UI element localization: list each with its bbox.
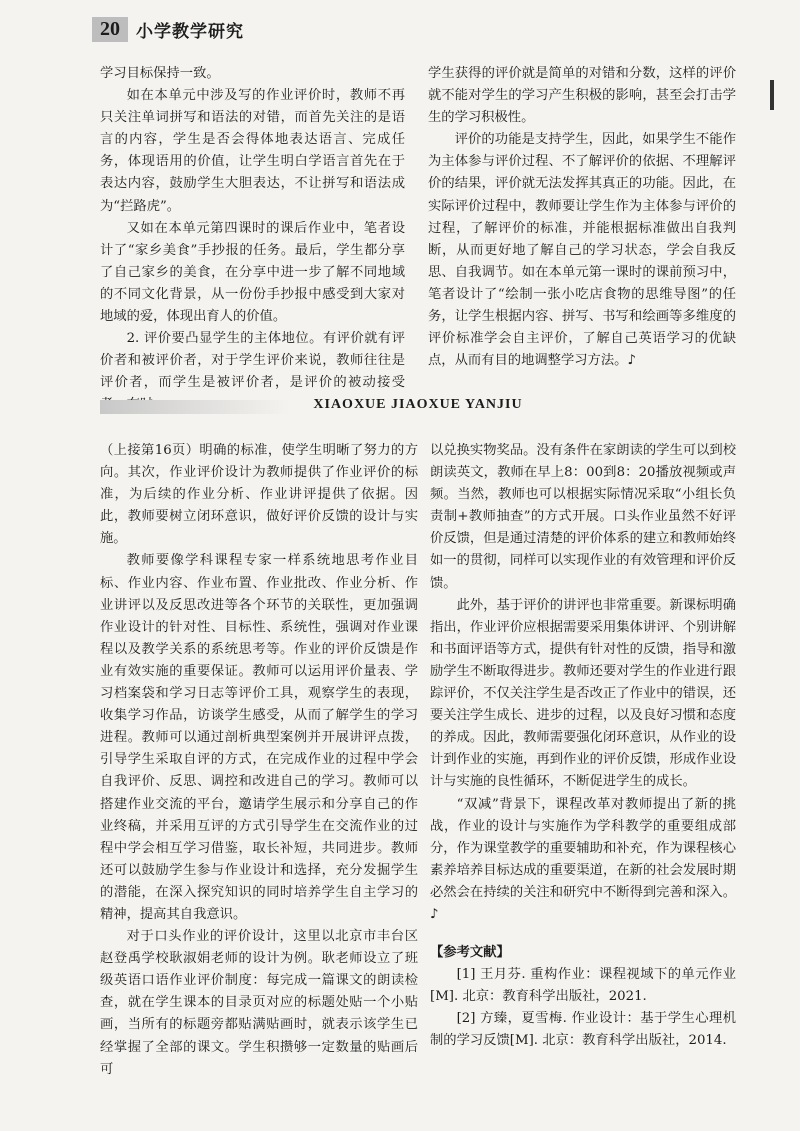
paragraph: 如在本单元中涉及写的作业评价时，教师不再只关注单词拼写和语法的对错，而首先关注的是语言的内容，学生是否会得体地表达语言、完成任务，体现语用的价值，让学生明白学语言首先在于表达内容，鼓励学生大胆表达，不让拼写和语法成为“拦路虎”。 — [100, 88, 405, 214]
paragraph: 此外，基于评价的讲评也非常重要。新课标明确指出，作业评价应根据需要采用集体讲评、个别讲解和书面评语等方式，提供有针对性的反馈，指导和激励学生不断取得进步。教师还要对学生的作业进行跟踪评价，不仅关注学生是否改正了作业中的错误，还要关注学生成长、进步的过程，以及良好习惯和态度的养成。因此，教师需要强化闭环意识，从作业的设计到作业的实施，再到作业的评价反馈，形成作业设计与实施的良性循环，不断促进学生的成长。 — [430, 597, 736, 790]
paragraph: 学习目标保持一致。 — [100, 66, 220, 81]
paragraph: （上接第16页）明确的标准，使学生明晰了努力的方向。其次，作业评价设计为教师提供了作业评价的标准，为后续的作业分析、作业讲评提供了依据。因此，教师要树立闭环意识，做好评价反馈的设计与实施。 — [100, 443, 418, 547]
column-4 — [430, 440, 736, 1053]
page-header — [92, 14, 244, 44]
paragraph: “双减”背景下，课程改革对教师提出了新的挑战，作业的设计与实施作为学科教学的重要组成部分，作为课堂教学的重要辅助和补充，作为课程核心素养培养目标达成的重要渠道，在新的社会发展时期必然会在持续的关注和研究中不断得到完善和深入。♪ — [430, 796, 736, 922]
paragraph: 教师要像学科课程专家一样系统地思考作业目标、作业内容、作业布置、作业批改、作业分析、作业讲评以及反思改进等各个环节的关联性，更加强调作业设计的针对性、目标性、系统性，强调对作业课程以及教学关系的系统思考等。作业的评价反馈是作业有效实施的重要保证。教师可以运用评价量表、学习档案袋和学习日志等评价工具，观察学生的表现，收集学习作品，访谈学生感受，从而了解学生的学习进程。教师可以通过剖析典型案例并开展讲评点拨，引导学生采取自评的方式，在完成作业的过程中学会自我评价、反思、调控和改进自己的学习。教师可以搭建作业交流的平台，邀请学生展示和分享自己的作业终稿，并采用互评的方式引导学生在交流作业的过程中学会相互学习借鉴，取长补短，共同进步。教师还可以鼓励学生参与作业设计和选择，充分发掘学生的潜能，在深入探究知识的同时培养学生自主学习的精神，提高其自我意识。 — [100, 553, 418, 922]
paragraph: 学生获得的评价就是简单的对错和分数，这样的评价就不能对学生的学习产生积极的影响，甚至会打击学生的学习积极性。 — [428, 66, 736, 126]
page-number: 20 — [92, 17, 128, 42]
paragraph: 又如在本单元第四课时的课后作业中，笔者设计了“家乡美食”手抄报的任务。最后，学生都分享了自己家乡的美食，在分享中进一步了解不同地域的不同文化背景，从一份份手抄报中感受到大家对地域的爱，体现出育人的价值。 — [100, 220, 405, 325]
band-text: XIAOXUE JIAOXUE YANJIU — [313, 397, 523, 412]
section-band — [100, 397, 736, 417]
column-1 — [100, 63, 405, 417]
reference-item: [1] 王月芬. 重构作业：课程视域下的单元作业[M]. 北京：教育科学出版社，2021. — [430, 967, 736, 1005]
column-3 — [100, 440, 418, 1081]
reference-item: [2] 方臻，夏雪梅. 作业设计：基于学生心理机制的学习反馈[M]. 北京：教育科学出版社，2014. — [430, 1011, 736, 1049]
paragraph: 2. 评价要凸显学生的主体地位。有评价就有评价者和被评价者，对于学生评价来说，教师往往是评价者，而学生是被评价者，是评价的被动接受 — [100, 331, 405, 391]
paragraph: 评价的功能是支持学生，因此，如果学生不能作为主体参与评价过程、不了解评价的依据、不理解评价的结果，评价就无法发挥其真正的功能。因此，在实际评价过程中，教师要让学生作为主体参与评价的过程，了解评价的标准，并能根据标准做出自我判断，从而更好地了解自己的学习状态，学会自我反思、自我调节。如在本单元第一课时的课前预习中，笔者设计了“绘制一张小吃店食物的思维导图”的任务，让学生根据内容、拼写、书写和绘画等多维度的评价标准学会自主评价，了解自己英语学习的优缺点，从而有目的地调整学习方法。♪ — [428, 132, 736, 369]
paragraph: 对于口头作业的评价设计，这里以北京市丰台区赵登禹学校耿淑娟老师的设计为例。耿老师设立了班级英语口语作业评价制度：每完成一篇课文的朗读检查，就在学生课本的目录页对应的标题处贴一个小贴画，当所有的标题旁都贴满贴画时，就表示该学生已经掌握了全部的课文。学生积攒够一定数量的贴画后可 — [100, 929, 418, 1077]
edge-marker — [770, 80, 774, 110]
references-heading: 【参考文献】 — [430, 945, 510, 961]
column-2 — [428, 63, 736, 372]
journal-title: 小学教学研究 — [136, 21, 244, 42]
paragraph: 以兑换实物奖品。没有条件在家朗读的学生可以到校朗读英文，教师在早上8：00到8：20播放视频或声频。当然，教师也可以根据实际情况采取“小组长负责制+教师抽查”的方式开展。口头作业虽然不好评价反馈，但是通过清楚的评价体系的建立和教师始终如一的贯彻，同样可以实现作业的有效管理和评价反馈。 — [430, 443, 736, 591]
